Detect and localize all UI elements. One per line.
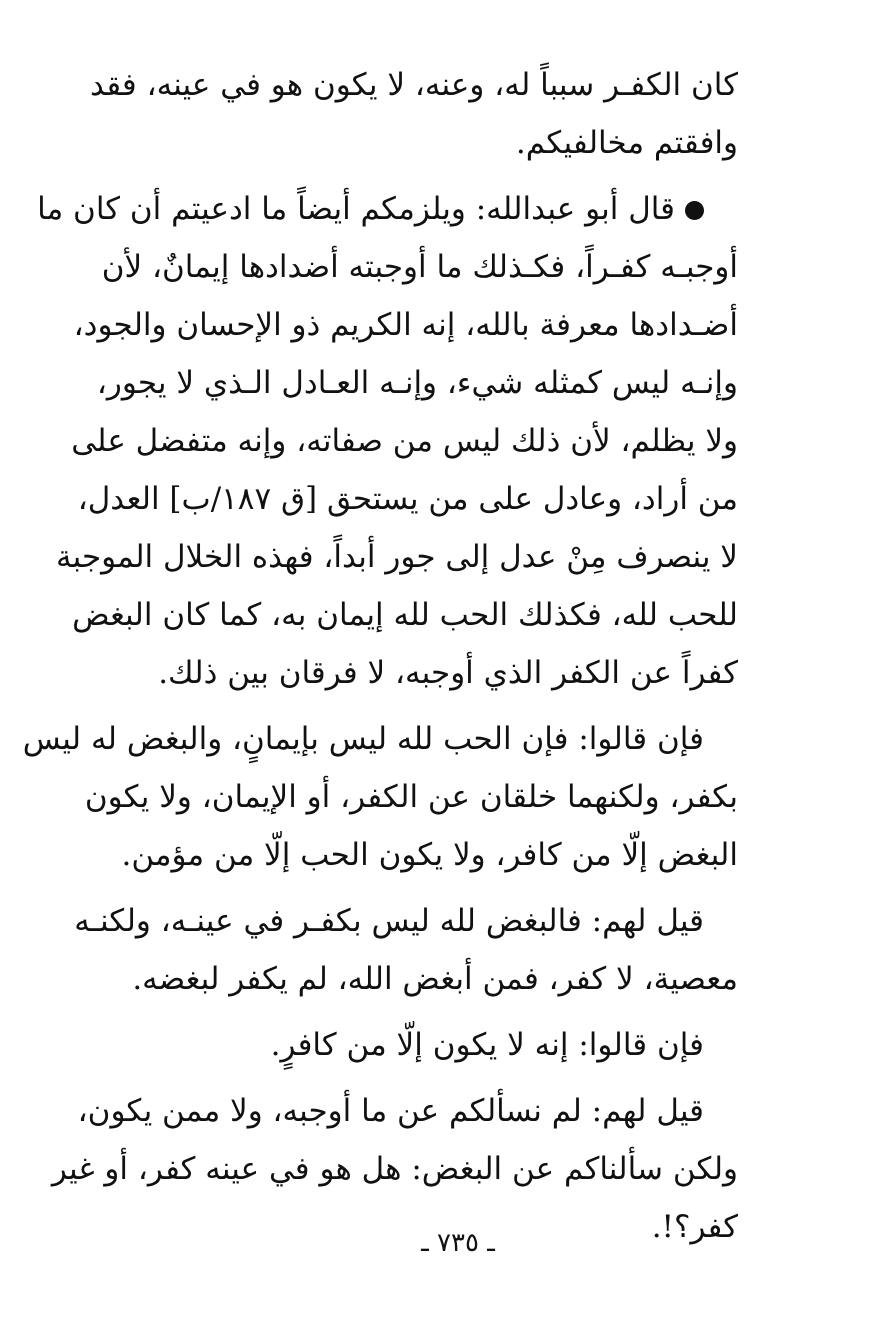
page-body bbox=[22, 56, 738, 1264]
bullet-icon bbox=[685, 201, 704, 220]
text-line: بكفر، ولكنهما خلقان عن الكفر، أو الإيمان، ولا يكون bbox=[84, 779, 738, 815]
text-line: البغض إلّا من كافر، ولا يكون الحب إلّا من مؤمن. bbox=[121, 837, 738, 873]
text-line: كفر؟!. bbox=[651, 1209, 738, 1245]
page-number: ـ ٧٣٥ ـ bbox=[421, 1228, 495, 1258]
text-line: ولا يظلم، لأن ذلك ليس من صفاته، وإنه متفضل على bbox=[71, 423, 738, 459]
text-line: قيل لهم: فالبغض لله ليس بكفـر في عينـه، ولكنـه bbox=[74, 903, 704, 939]
text-line: كان الكفـر سبباً له، وعنه، لا يكون هو في عينه، فقد bbox=[89, 67, 738, 103]
text-line: من أراد، وعادل على من يستحق [ق ١٨٧/ب] العدل، bbox=[77, 481, 738, 517]
text-line: كفراً عن الكفر الذي أوجبه، لا فرقان بين ذلك. bbox=[158, 655, 738, 691]
text-line: معصية، لا كفر، فمن أبغض الله، لم يكفر لبغضه. bbox=[132, 961, 738, 997]
text-line: قيل لهم: لم نسألكم عن ما أوجبه، ولا ممن يكون، bbox=[77, 1093, 704, 1129]
paragraph-3 bbox=[22, 710, 738, 884]
text-line: أضـدادها معرفة بالله، إنه الكريم ذو الإحسان والجود، bbox=[73, 307, 738, 343]
text-line: فإن قالوا: إنه لا يكون إلّا من كافرٍ. bbox=[270, 1027, 704, 1063]
text-line: فإن قالوا: فإن الحب لله ليس بإيمانٍ، والبغض له ليس bbox=[22, 721, 704, 757]
text-line: أوجبـه كفـراً، فكـذلك ما أوجبته أضدادها إيمانٌ، لأن bbox=[101, 249, 738, 285]
text-line: وإنـه ليس كمثله شيء، وإنـه العـادل الـذي لا يجور، bbox=[96, 365, 738, 401]
paragraph-1 bbox=[89, 56, 738, 172]
text-line: قال أبو عبدالله: ويلزمكم أيضاً ما ادعيتم أن كان ما bbox=[37, 191, 675, 227]
text-line: ولكن سألناكم عن البغض: هل هو في عينه كفر، أو غير bbox=[51, 1151, 738, 1187]
paragraph-2 bbox=[37, 180, 738, 702]
text-line-with-bullet bbox=[37, 180, 738, 238]
text-line: وافقتم مخالفيكم. bbox=[515, 125, 738, 161]
text-line: للحب لله، فكذلك الحب لله إيمان به، كما كان البغض bbox=[72, 597, 738, 633]
paragraph-5 bbox=[108, 1016, 738, 1074]
text-line: لا ينصرف مِنْ عدل إلى جور أبداً، فهذه الخلال الموجبة bbox=[56, 539, 738, 575]
paragraph-4 bbox=[74, 892, 738, 1008]
